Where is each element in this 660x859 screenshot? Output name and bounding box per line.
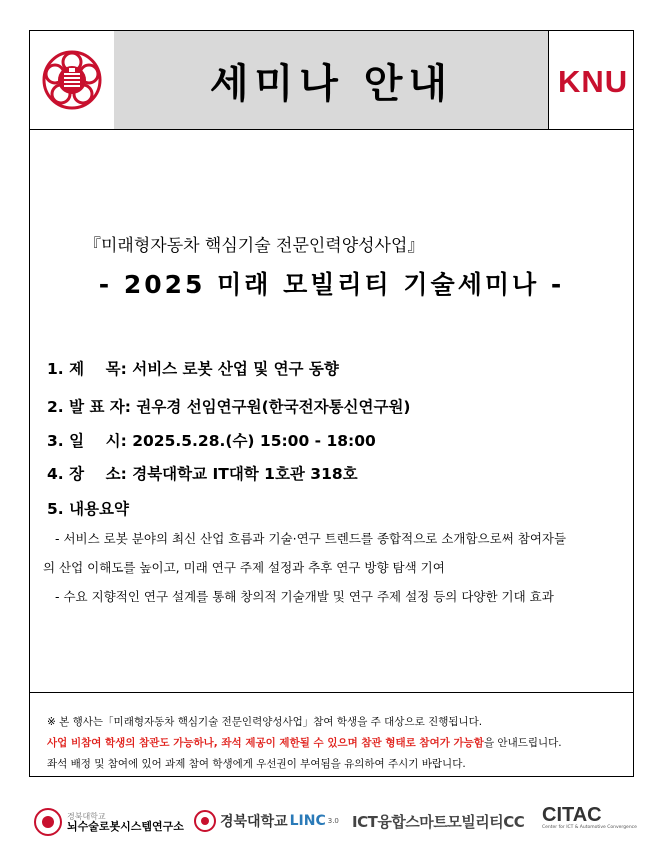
item-topic xyxy=(47,357,339,379)
linc-name: LINC xyxy=(289,813,326,829)
note-2-rest: 을 안내드립니다. xyxy=(483,737,562,749)
project-name: 『미래형자동차 핵심기술 전문인력양성사업』 xyxy=(84,236,425,256)
item-value: 서비스 로봇 산업 및 연구 동향 xyxy=(132,360,339,378)
body-area xyxy=(30,129,633,692)
ict-mobility-logo xyxy=(352,811,524,832)
page-title: 세미나 안내 xyxy=(209,60,454,107)
citac-name: CITAC xyxy=(542,804,602,826)
summary-line-1: - 서비스 로봇 분야의 최신 산업 흐름과 기술·연구 트렌드를 종합적으로 소개함으로써 참여자들 xyxy=(55,531,567,546)
header-left-cell xyxy=(30,31,115,129)
footer-logos xyxy=(0,785,660,859)
item-value: 경북대학교 IT대학 1호관 318호 xyxy=(132,465,358,483)
header xyxy=(30,31,633,130)
note-3: 좌석 배정 및 참여에 있어 과제 참여 학생에게 우선권이 부여됨을 유의하여 주시기 바랍니다. xyxy=(47,758,466,770)
item-speaker xyxy=(47,395,411,417)
item-label: 2. 발 표 자: xyxy=(47,398,131,416)
note-2 xyxy=(47,735,562,750)
university-emblem-icon xyxy=(40,48,104,112)
summary-line-3: - 수요 지향적인 연구 설계를 통해 창의적 기술개발 및 연구 주제 설정 등의 다양한 기대 효과 xyxy=(55,589,554,604)
linc-version: 3.0 xyxy=(327,817,339,825)
knu-linc-logo xyxy=(193,809,339,833)
notice-frame xyxy=(29,30,634,777)
item-label: 5. 내용요약 xyxy=(47,500,129,518)
item-value: 권우경 선임연구원(한국전자통신연구원) xyxy=(136,398,411,416)
seminar-title: - 2025 미래 모빌리티 기술세미나 - xyxy=(98,270,565,299)
item-label: 1. 제 목: xyxy=(47,360,127,378)
citac-sub: Center for ICT & Automotive Convergence xyxy=(542,825,637,830)
emblem-icon xyxy=(33,807,63,837)
notice-footer xyxy=(30,692,633,777)
robot-lab-logo xyxy=(33,807,184,837)
item-label: 4. 장 소: xyxy=(47,465,127,483)
header-right-cell xyxy=(548,31,633,129)
item-location xyxy=(47,462,358,484)
summary-line-2: 의 산업 이해도를 높이고, 미래 연구 주제 설정과 추후 연구 방향 탐색 기여 xyxy=(43,560,445,575)
robot-lab-univ: 경북대학교 xyxy=(67,811,106,821)
item-value: 2025.5.28.(수) 15:00 - 18:00 xyxy=(132,432,376,450)
citac-logo xyxy=(542,805,637,830)
note-1: ※ 본 행사는「미래형자동차 핵심기술 전문인력양성사업」참여 학생을 주 대상으로 진행됩니다. xyxy=(47,716,483,728)
item-summary-heading xyxy=(47,497,129,519)
robot-lab-name: 뇌수술로봇시스템연구소 xyxy=(67,819,184,833)
knu-name: 경북대학교 xyxy=(220,814,288,830)
title-box xyxy=(114,31,549,129)
emblem-icon xyxy=(193,809,217,833)
knu-logo: KNU xyxy=(558,64,629,99)
item-datetime xyxy=(47,429,376,451)
note-2-highlight: 사업 비참여 학생의 참관도 가능하나, 좌석 제공이 제한될 수 있으며 참관 형태로 참여가 가능함 xyxy=(47,737,484,749)
item-label: 3. 일 시: xyxy=(47,432,127,450)
ict-mobility-name: ICT융합스마트모빌리티CC xyxy=(352,813,525,831)
